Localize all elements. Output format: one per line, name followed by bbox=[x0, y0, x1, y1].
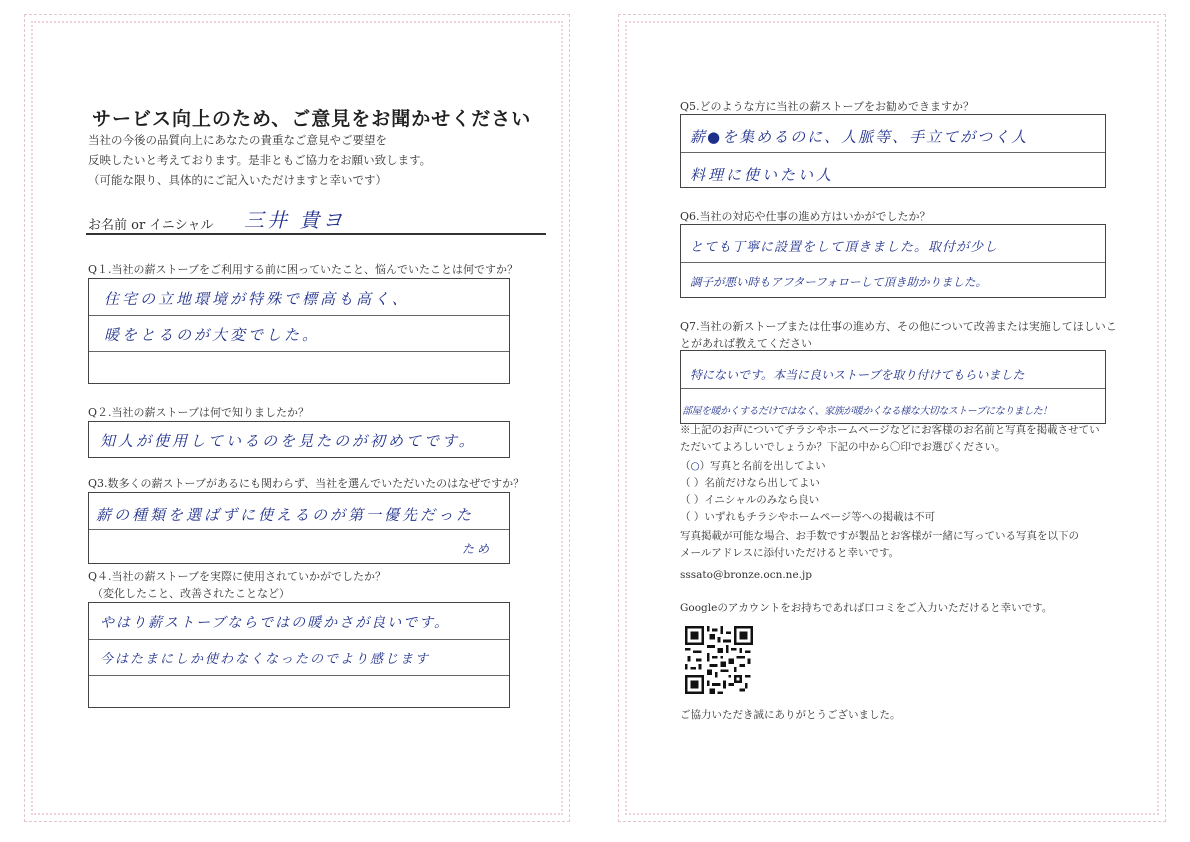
answer-4-line-1: やはり薪ストーブならではの暖かさが良いです。 bbox=[100, 615, 451, 631]
answer-6-line-2: 調子が悪い時もアフターフォローして頂き助かりました。 bbox=[690, 275, 988, 289]
name-value: 三井 貴ヨ bbox=[244, 208, 346, 232]
question-6: Q6.当社の対応や仕事の進め方はいかがでしたか？ bbox=[680, 210, 931, 223]
contact-email: sssato@bronze.ocn.ne.jp bbox=[680, 569, 812, 581]
question-2: Q２.当社の薪ストーブは何で知りましたか？ bbox=[88, 406, 309, 419]
answer-3-line-1: 薪の種類を選ばずに使えるのが第一優先だった bbox=[96, 506, 475, 524]
photo-note-line: メールアドレスに添付いただけると幸いです。 bbox=[680, 547, 900, 559]
answer-box-3 bbox=[88, 492, 510, 564]
answer-4-line-2: 今はたまにしか使わなくなったのでより感じます bbox=[100, 652, 431, 667]
survey-title: サービス向上のため、ご意見をお聞かせください bbox=[92, 108, 532, 130]
question-4: Q４.当社の薪ストーブを実際に使用されていかがでしたか？ bbox=[88, 570, 386, 583]
consent-mark bbox=[691, 494, 694, 506]
consent-mark: ○ bbox=[690, 460, 700, 472]
question-5: Q5.どのような方に当社の薪ストーブをお勧めできますか？ bbox=[680, 100, 974, 113]
consent-options bbox=[680, 458, 935, 526]
consent-mark bbox=[691, 477, 694, 489]
consent-intro bbox=[680, 422, 1100, 456]
answer-5-line-1: 薪●を集めるのに、人脈等、手立てがつく人 bbox=[690, 128, 1029, 146]
answer-6-line-1: とても丁寧に設置をして頂きました。取付が少し bbox=[690, 240, 999, 255]
question-7-sub: とがあれば教えてください bbox=[680, 337, 812, 350]
photo-note-line: 写真掲載が可能な場合、お手数ですが製品とお客様が一緒に写っている写真を以下の bbox=[680, 530, 1079, 542]
consent-intro-line: ただいてよろしいでしょうか？下記の中から〇印でお選びください。 bbox=[680, 441, 1006, 453]
consent-label: 写真と名前を出してよい bbox=[710, 460, 826, 472]
answer-1-line-2: 暖をとるのが大変でした。 bbox=[104, 326, 321, 344]
consent-label: 名前だけなら出してよい bbox=[704, 477, 820, 489]
answer-7-line-1: 特にないです。本当に良いストーブを取り付けてもらいました bbox=[690, 368, 1025, 382]
intro-line: 当社の今後の品質向上にあなたの貴重なご意見やご要望を bbox=[88, 133, 387, 147]
survey-intro bbox=[88, 130, 431, 190]
google-note: Googleのアカウントをお持ちであれば口コミをご入力いただけると幸いです。 bbox=[680, 602, 1053, 614]
consent-option-4[interactable]: （ ）いずれもチラシやホームページ等への掲載は不可 bbox=[680, 511, 936, 523]
question-3: Q3.数多くの薪ストーブがあるにも関わらず、当社を選んでいただいたのはなぜですか？ bbox=[88, 477, 525, 490]
answer-2-line-1: 知人が使用しているのを見たのが初めてです。 bbox=[100, 432, 477, 450]
name-underline bbox=[86, 233, 546, 235]
consent-option-1[interactable]: （○）写真と名前を出してよい bbox=[680, 460, 826, 472]
question-1: Q１.当社の薪ストーブをご利用する前に困っていたこと、悩んでいたことは何ですか？ bbox=[88, 263, 518, 276]
answer-5-line-2: 料理に使いたい人 bbox=[690, 166, 835, 184]
thanks-note: ご協力いただき誠にありがとうございました。 bbox=[680, 709, 901, 721]
consent-option-2[interactable]: （ ）名前だけなら出してよい bbox=[680, 477, 820, 489]
question-4-sub: （変化したこと、改善されたことなど） bbox=[92, 587, 290, 600]
question-7: Q7.当社の新ストーブまたは仕事の進め方、その他について改善または実施してほしいこ bbox=[680, 320, 1117, 333]
consent-option-3[interactable]: （ ）イニシャルのみなら良い bbox=[680, 494, 820, 506]
consent-intro-line: ※上記のお声についてチラシやホームページなどにお客様のお名前と写真を掲載させてい bbox=[680, 424, 1100, 436]
answer-7-line-2: 部屋を暖かくするだけではなく、家族が暖かくなる様な大切なストーブになりました！ bbox=[682, 406, 1052, 417]
answer-1-line-1: 住宅の立地環境が特殊で標高も高く、 bbox=[104, 290, 410, 308]
intro-line: 反映したいと考えております。是非ともご協力をお願い致します。 bbox=[88, 153, 432, 167]
consent-label: イニシャルのみなら良い bbox=[704, 494, 820, 506]
name-label: お名前 or イニシャル bbox=[88, 218, 214, 233]
qr-code[interactable] bbox=[685, 626, 753, 694]
consent-mark bbox=[691, 511, 694, 523]
intro-line: （可能な限り、具体的にご記入いただけますと幸いです） bbox=[88, 173, 387, 187]
consent-label: いずれもチラシやホームページ等への掲載は不可 bbox=[704, 511, 936, 523]
photo-note bbox=[680, 528, 1079, 562]
answer-3-line-2: ため bbox=[462, 542, 493, 556]
